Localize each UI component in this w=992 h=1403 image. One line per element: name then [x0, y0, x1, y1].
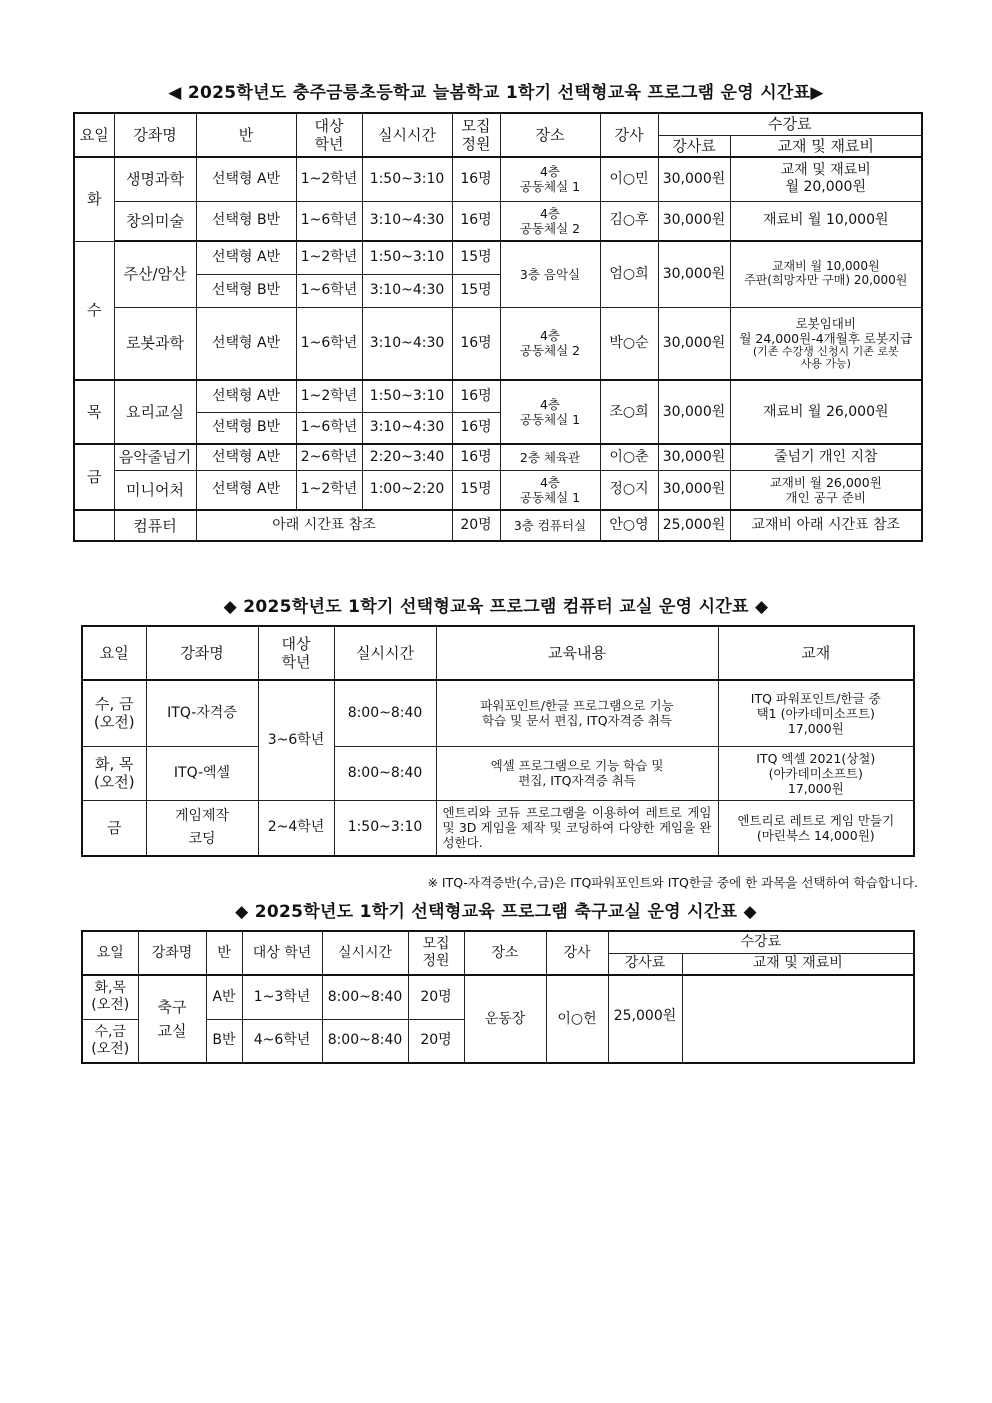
header-fee: 수강료: [608, 931, 914, 953]
header-tuition: 강사료: [658, 135, 730, 157]
course-name: 축구 교실: [138, 975, 206, 1063]
class-cell: A반: [206, 975, 242, 1019]
capacity-cell: 15명: [452, 470, 500, 510]
grade-cell: 1~2학년: [296, 241, 362, 274]
class-cell: 선택형 A반: [196, 380, 296, 412]
header-capacity: 모집 정원: [452, 113, 500, 157]
tuition-cell: 25,000원: [608, 975, 682, 1063]
grade-cell: 1~2학년: [296, 470, 362, 510]
material-cell: [730, 307, 922, 380]
course-name: 생명과학: [114, 157, 196, 201]
header-course: 강좌명: [138, 931, 206, 975]
header-place: 장소: [464, 931, 546, 975]
grade-cell: 1~2학년: [296, 380, 362, 412]
robot-fee-text: 로봇임대비 월 24,000원-4개월후 로봇지급: [739, 315, 913, 346]
class-cell: 선택형 A반: [196, 470, 296, 510]
teacher-cell: 박○순: [600, 307, 658, 380]
grade-cell: 2~4학년: [258, 800, 334, 856]
material-cell: 재료비 월 26,000원: [730, 380, 922, 444]
course-name: ITQ-자격증: [146, 680, 258, 746]
header-day: 요일: [82, 931, 138, 975]
teacher-cell: 조○희: [600, 380, 658, 444]
time-cell: 2:20~3:40: [362, 444, 452, 470]
header-course: 강좌명: [146, 626, 258, 680]
table-row: [82, 975, 914, 1019]
content-cell: 엑셀 프로그램으로 기능 학습 및 편집, ITQ자격증 취득: [436, 746, 718, 800]
computer-title: ◆ 2025학년도 1학기 선택형교육 프로그램 컴퓨터 교실 운영 시간표 ◆: [223, 597, 769, 617]
header-class: 반: [196, 113, 296, 157]
header-tuition: 강사료: [608, 953, 682, 975]
table-row: [74, 157, 922, 201]
capacity-cell: 15명: [452, 241, 500, 274]
computer-schedule-table: [81, 625, 915, 857]
main-title: ◀ 2025학년도 충주금릉초등학교 늘봄학교 1학기 선택형교육 프로그램 운영 시간표▶: [168, 83, 824, 103]
grade-cell: 1~3학년: [242, 975, 322, 1019]
capacity-cell: 20명: [452, 510, 500, 541]
grade-cell: 1~6학년: [296, 201, 362, 241]
teacher-cell: 김○후: [600, 201, 658, 241]
place-cell: 운동장: [464, 975, 546, 1063]
header-place: 장소: [500, 113, 600, 157]
table-row: [74, 470, 922, 510]
course-name: ITQ-엑셀: [146, 746, 258, 800]
day-empty: [74, 510, 114, 541]
header-course: 강좌명: [114, 113, 196, 157]
tuition-cell: 30,000원: [658, 380, 730, 444]
class-cell: 선택형 A반: [196, 241, 296, 274]
place-cell: 2층 체육관: [500, 444, 600, 470]
time-cell: 3:10~4:30: [362, 412, 452, 444]
time-cell: 8:00~8:40: [334, 680, 436, 746]
time-cell: 3:10~4:30: [362, 274, 452, 307]
day-fri: 금: [74, 444, 114, 510]
class-cell: B반: [206, 1019, 242, 1063]
table-row: [74, 307, 922, 380]
teacher-cell: 안○영: [600, 510, 658, 541]
table-row: [74, 510, 922, 541]
teacher-cell: 정○지: [600, 470, 658, 510]
class-cell: 선택형 A반: [196, 307, 296, 380]
material-cell: 줄넘기 개인 지참: [730, 444, 922, 470]
class-cell: 선택형 A반: [196, 444, 296, 470]
place-cell: 4층 공동체실 1: [500, 157, 600, 201]
header-time: 실시시간: [362, 113, 452, 157]
teacher-cell: 이○민: [600, 157, 658, 201]
main-schedule-table: [73, 112, 923, 542]
capacity-cell: 16명: [452, 380, 500, 412]
table-row: [82, 746, 914, 800]
place-cell: 4층 공동체실 2: [500, 307, 600, 380]
table-row: [74, 380, 922, 412]
grade-cell: 1~6학년: [296, 307, 362, 380]
class-cell: 선택형 B반: [196, 412, 296, 444]
tuition-cell: 30,000원: [658, 157, 730, 201]
grade-cell: 1~6학년: [296, 274, 362, 307]
capacity-cell: 20명: [408, 975, 464, 1019]
grade-cell: 2~6학년: [296, 444, 362, 470]
teacher-cell: 이○춘: [600, 444, 658, 470]
course-name: 미니어처: [114, 470, 196, 510]
material-cell: 교재비 아래 시간표 참조: [730, 510, 922, 541]
place-cell: 4층 공동체실 1: [500, 380, 600, 444]
header-content: 교육내용: [436, 626, 718, 680]
teacher-cell: 이○헌: [546, 975, 608, 1063]
day-cell: 화,목 (오전): [82, 975, 138, 1019]
header-day: 요일: [74, 113, 114, 157]
material-cell: 재료비 월 10,000원: [730, 201, 922, 241]
header-class: 반: [206, 931, 242, 975]
table-row: [74, 444, 922, 470]
capacity-cell: 20명: [408, 1019, 464, 1063]
place-cell: 3층 음악실: [500, 241, 600, 307]
material-cell: 교재비 월 26,000원 개인 공구 준비: [730, 470, 922, 510]
soccer-title: ◆ 2025학년도 1학기 선택형교육 프로그램 축구교실 운영 시간표 ◆: [235, 902, 757, 922]
tuition-cell: 30,000원: [658, 201, 730, 241]
teacher-cell: 엄○희: [600, 241, 658, 307]
time-cell: 1:00~2:20: [362, 470, 452, 510]
table-row: [82, 800, 914, 856]
material-cell: 교재비 월 10,000원 주판(희망자만 구매) 20,000원: [730, 241, 922, 307]
course-name: 주산/암산: [114, 241, 196, 307]
day-cell: 화, 목 (오전): [82, 746, 146, 800]
book-cell: ITQ 파워포인트/한글 중 택1 (아카데미소프트) 17,000원: [718, 680, 914, 746]
header-material: 교재 및 재료비: [682, 953, 914, 975]
header-row: [82, 626, 914, 680]
itq-note: ※ ITQ-자격증반(수,금)은 ITQ파워포인트와 ITQ한글 중에 한 과목을 선택하여 학습합니다.: [427, 875, 918, 890]
header-fee: 수강료: [658, 113, 922, 135]
header-teacher: 강사: [546, 931, 608, 975]
robot-fee-note: (기존 수강생 신청시 기존 로봇 사용 가능): [752, 344, 899, 371]
capacity-cell: 16명: [452, 444, 500, 470]
header-teacher: 강사: [600, 113, 658, 157]
table-row: [74, 241, 922, 274]
course-name: 게임제작 코딩: [146, 800, 258, 856]
course-name: 창의미술: [114, 201, 196, 241]
material-cell: [682, 975, 914, 1063]
capacity-cell: 16명: [452, 201, 500, 241]
day-thu: 목: [74, 380, 114, 444]
day-cell: 금: [82, 800, 146, 856]
time-cell: 1:50~3:10: [334, 800, 436, 856]
book-cell: ITQ 엑셀 2021(상철) (아카데미소프트) 17,000원: [718, 746, 914, 800]
capacity-cell: 16명: [452, 412, 500, 444]
place-cell: 3층 컴퓨터실: [500, 510, 600, 541]
header-capacity: 모집 정원: [408, 931, 464, 975]
grade-cell: 3~6학년: [258, 680, 334, 800]
table-row: [74, 201, 922, 241]
day-cell: 수,금 (오전): [82, 1019, 138, 1063]
time-cell: 1:50~3:10: [362, 241, 452, 274]
book-cell: 엔트리로 레트로 게임 만들기 (마린북스 14,000원): [718, 800, 914, 856]
class-cell: 선택형 A반: [196, 157, 296, 201]
tuition-cell: 30,000원: [658, 307, 730, 380]
content-cell: 파워포인트/한글 프로그램으로 기능 학습 및 문서 편집, ITQ자격증 취득: [436, 680, 718, 746]
header-grade: 대상 학년: [296, 113, 362, 157]
course-name: 컴퓨터: [114, 510, 196, 541]
capacity-cell: 16명: [452, 157, 500, 201]
header-time: 실시시간: [334, 626, 436, 680]
header-material: 교재 및 재료비: [730, 135, 922, 157]
course-name: 음악줄넘기: [114, 444, 196, 470]
time-cell: 8:00~8:40: [334, 746, 436, 800]
class-cell: 선택형 B반: [196, 274, 296, 307]
grade-cell: 1~2학년: [296, 157, 362, 201]
capacity-cell: 15명: [452, 274, 500, 307]
material-cell: 교재 및 재료비 월 20,000원: [730, 157, 922, 201]
time-cell: 8:00~8:40: [322, 1019, 408, 1063]
tuition-cell: 30,000원: [658, 470, 730, 510]
day-cell: 수, 금 (오전): [82, 680, 146, 746]
tuition-cell: 25,000원: [658, 510, 730, 541]
header-row: [74, 113, 922, 135]
place-cell: 4층 공동체실 2: [500, 201, 600, 241]
day-tue: 화: [74, 157, 114, 241]
day-wed: 수: [74, 241, 114, 380]
time-cell: 8:00~8:40: [322, 975, 408, 1019]
tuition-cell: 30,000원: [658, 241, 730, 307]
time-cell: 3:10~4:30: [362, 201, 452, 241]
header-book: 교재: [718, 626, 914, 680]
header-time: 실시시간: [322, 931, 408, 975]
place-cell: 4층 공동체실 1: [500, 470, 600, 510]
class-cell: 선택형 B반: [196, 201, 296, 241]
course-name: 로봇과학: [114, 307, 196, 380]
time-cell: 3:10~4:30: [362, 307, 452, 380]
content-cell: 엔트리와 코듀 프로그램을 이용하여 레트로 게임 및 3D 게임을 제작 및 코딩하여 다양한 게임을 완성한다.: [436, 800, 718, 856]
tuition-cell: 30,000원: [658, 444, 730, 470]
header-grade: 대상 학년: [258, 626, 334, 680]
table-row: [82, 680, 914, 746]
header-row: [82, 931, 914, 953]
time-cell: 1:50~3:10: [362, 157, 452, 201]
time-cell: 1:50~3:10: [362, 380, 452, 412]
soccer-schedule-table: [81, 930, 915, 1064]
schedule-reference: 아래 시간표 참조: [196, 510, 452, 541]
grade-cell: 1~6학년: [296, 412, 362, 444]
course-name: 요리교실: [114, 380, 196, 444]
capacity-cell: 16명: [452, 307, 500, 380]
grade-cell: 4~6학년: [242, 1019, 322, 1063]
header-day: 요일: [82, 626, 146, 680]
header-grade: 대상 학년: [242, 931, 322, 975]
